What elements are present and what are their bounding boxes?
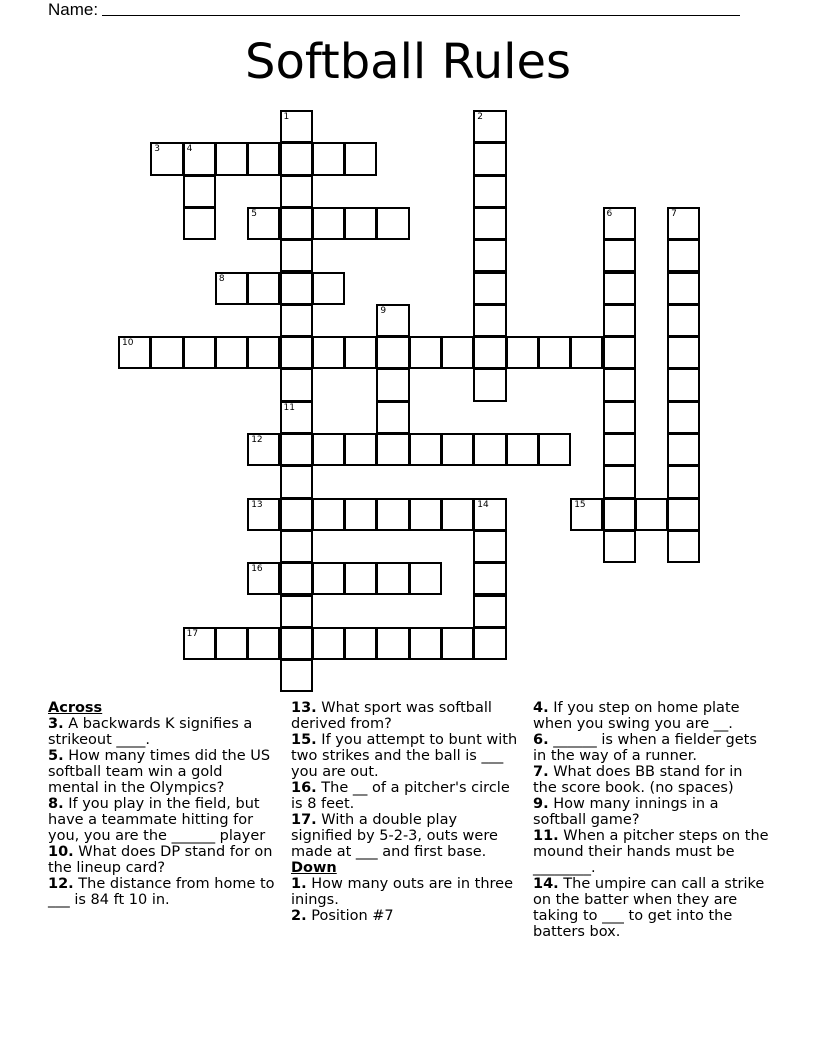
- crossword-cell[interactable]: [409, 627, 442, 660]
- crossword-cell[interactable]: [280, 368, 313, 401]
- crossword-cell[interactable]: [247, 336, 280, 369]
- crossword-cell[interactable]: [603, 530, 636, 563]
- down-heading: Down: [291, 860, 337, 876]
- crossword-cell[interactable]: [667, 304, 700, 337]
- crossword-cell[interactable]: [312, 498, 345, 531]
- crossword-cell[interactable]: [344, 207, 377, 240]
- crossword-cell[interactable]: [280, 465, 313, 498]
- crossword-cell[interactable]: [280, 530, 313, 563]
- clue-number: 15: [574, 499, 586, 510]
- crossword-cell[interactable]: [570, 498, 603, 531]
- crossword-cell[interactable]: [603, 401, 636, 434]
- clue-number: 7: [671, 208, 677, 219]
- crossword-cell[interactable]: [247, 207, 280, 240]
- crossword-cell[interactable]: [280, 595, 313, 628]
- clue-down-2: 2. Position #7: [291, 908, 394, 924]
- crossword-cell[interactable]: [280, 627, 313, 660]
- crossword-cell[interactable]: [441, 498, 474, 531]
- clue-column-1: [48, 700, 276, 908]
- crossword-cell[interactable]: [376, 304, 409, 337]
- clue-number: 3: [154, 144, 161, 155]
- crossword-cell[interactable]: [118, 336, 151, 369]
- crossword-cell[interactable]: [473, 304, 506, 337]
- crossword-cell[interactable]: [280, 207, 313, 240]
- crossword-cell[interactable]: [603, 336, 636, 369]
- crossword-cell[interactable]: [441, 627, 474, 660]
- crossword-cell[interactable]: [538, 433, 571, 466]
- crossword-cell[interactable]: [183, 175, 216, 208]
- crossword-cell[interactable]: [473, 595, 506, 628]
- clue-down-1: 1. How many outs are in three inings.: [291, 876, 514, 908]
- crossword-cell[interactable]: [344, 498, 377, 531]
- crossword-cell[interactable]: [667, 433, 700, 466]
- crossword-cell[interactable]: [506, 336, 539, 369]
- crossword-cell[interactable]: [409, 433, 442, 466]
- clue-down-7: 7. What does BB stand for in the score book. (no spaces): [533, 764, 743, 796]
- crossword-cell[interactable]: [473, 368, 506, 401]
- crossword-cell[interactable]: [603, 465, 636, 498]
- crossword-cell[interactable]: [506, 433, 539, 466]
- crossword-cell[interactable]: [473, 627, 506, 660]
- crossword-cell[interactable]: [538, 336, 571, 369]
- crossword-cell[interactable]: [280, 110, 313, 143]
- clue-column-3: [533, 700, 769, 940]
- crossword-cell[interactable]: [312, 207, 345, 240]
- crossword-cell[interactable]: [667, 207, 700, 240]
- clue-across-12: 12. The distance from home to ___ is 84 ft 10 in.: [48, 876, 275, 908]
- crossword-cell[interactable]: [312, 433, 345, 466]
- crossword-cell[interactable]: [215, 627, 248, 660]
- crossword-cell[interactable]: [603, 498, 636, 531]
- crossword-cell[interactable]: [280, 336, 313, 369]
- crossword-cell[interactable]: [603, 207, 636, 240]
- name-label: Name:: [48, 0, 99, 19]
- crossword-cell[interactable]: [280, 239, 313, 272]
- crossword-cell[interactable]: [280, 401, 313, 434]
- crossword-cell[interactable]: [344, 627, 377, 660]
- crossword-cell[interactable]: [667, 368, 700, 401]
- clue-number: 17: [186, 628, 199, 639]
- clue-down-11: 11. When a pitcher steps on the mound their hands must be ________.: [533, 828, 769, 876]
- crossword-cell[interactable]: [603, 272, 636, 305]
- crossword-cell[interactable]: [473, 433, 506, 466]
- across-heading: Across: [48, 700, 103, 716]
- crossword-cell[interactable]: [376, 433, 409, 466]
- clue-number: 12: [251, 435, 263, 445]
- crossword-cell[interactable]: [603, 433, 636, 466]
- clue-number: 10: [122, 338, 134, 349]
- clue-across-5: 5. How many times did the US softball team win a gold mental in the Olympics?: [48, 748, 271, 796]
- crossword-cell[interactable]: [247, 272, 280, 305]
- crossword-cell[interactable]: [473, 336, 506, 369]
- clue-number: 11: [283, 402, 295, 413]
- page-title: Softball Rules: [244, 34, 571, 90]
- crossword-cell[interactable]: [409, 498, 442, 531]
- clue-down-6: 6. ______ is when a fielder gets in the way of a runner.: [533, 732, 757, 764]
- clue-across-17: 17. With a double play signified by 5-2-3, outs were made at ___ and first base.: [291, 812, 498, 860]
- crossword-cell[interactable]: [473, 530, 506, 563]
- crossword-cell[interactable]: [376, 627, 409, 660]
- crossword-cell[interactable]: [312, 562, 345, 595]
- crossword-cell[interactable]: [667, 272, 700, 305]
- crossword-cell[interactable]: [473, 562, 506, 595]
- clue-down-4: 4. If you step on home plate when you swing you are __.: [533, 700, 740, 732]
- crossword-cell[interactable]: [376, 401, 409, 434]
- crossword-cell[interactable]: [667, 239, 700, 272]
- crossword-cell[interactable]: [473, 175, 506, 208]
- crossword-cell[interactable]: [247, 562, 280, 595]
- crossword-cell[interactable]: [280, 175, 313, 208]
- crossword-cell[interactable]: [441, 433, 474, 466]
- clue-number: 13: [251, 499, 263, 510]
- crossword-cell[interactable]: [473, 272, 506, 305]
- clue-number: 5: [251, 208, 257, 219]
- crossword-cell[interactable]: [215, 272, 248, 305]
- crossword-cell[interactable]: [667, 530, 700, 563]
- crossword-cell[interactable]: [473, 142, 506, 175]
- crossword-cell[interactable]: [215, 336, 248, 369]
- clue-number: 8: [218, 273, 225, 284]
- crossword-cell[interactable]: [280, 304, 313, 337]
- crossword-cell[interactable]: [376, 498, 409, 531]
- clue-number: 14: [477, 499, 489, 510]
- crossword-cell[interactable]: [215, 142, 248, 175]
- crossword-cell[interactable]: [603, 368, 636, 401]
- crossword-cell[interactable]: [667, 336, 700, 369]
- crossword-cell[interactable]: [667, 498, 700, 531]
- crossword-cell[interactable]: [183, 627, 216, 660]
- crossword-cell[interactable]: [603, 304, 636, 337]
- crossword-cell[interactable]: [473, 239, 506, 272]
- clue-down-9: 9. How many innings in a softball game?: [533, 796, 719, 828]
- crossword-cell[interactable]: [473, 207, 506, 240]
- clue-across-16: 16. The __ of a pitcher's circle is 8 feet.: [291, 780, 510, 812]
- crossword-cell[interactable]: [344, 336, 377, 369]
- clue-column-2: [291, 700, 519, 924]
- clue-across-10: 10. What does DP stand for on the lineup card?: [48, 844, 273, 876]
- crossword-cell[interactable]: [183, 336, 216, 369]
- clue-across-15: 15. If you attempt to bunt with two strikes and the ball is ___ you are out.: [291, 732, 518, 780]
- crossword-cell[interactable]: [409, 562, 442, 595]
- clue-across-8: 8. If you play in the field, but have a teammate hitting for you, you are the ______ player: [48, 796, 266, 844]
- crossword-cell[interactable]: [183, 207, 216, 240]
- crossword-cell[interactable]: [570, 336, 603, 369]
- crossword-cell[interactable]: [280, 498, 313, 531]
- crossword-cell[interactable]: [441, 336, 474, 369]
- crossword-cell[interactable]: [344, 433, 377, 466]
- crossword-cell[interactable]: [409, 336, 442, 369]
- crossword-cell[interactable]: [344, 142, 377, 175]
- crossword-cell[interactable]: [312, 142, 345, 175]
- clue-across-3: 3. A backwards K signifies a strikeout ____.: [48, 716, 253, 748]
- clue-number: 2: [477, 112, 484, 122]
- clue-number: 6: [606, 208, 613, 219]
- crossword-cell[interactable]: [344, 562, 377, 595]
- clue-across-13: 13. What sport was softball derived from?: [291, 700, 492, 732]
- crossword-cell[interactable]: [247, 142, 280, 175]
- crossword-cell[interactable]: [376, 368, 409, 401]
- clue-number: 1: [283, 112, 290, 122]
- crossword-cell[interactable]: [280, 433, 313, 466]
- crossword-cell[interactable]: [376, 207, 409, 240]
- clue-down-14: 14. The umpire can call a strike on the batter when they are taking to ___ to get into the batters box.: [533, 876, 765, 940]
- crossword-cell[interactable]: [603, 239, 636, 272]
- crossword-cell[interactable]: [150, 142, 183, 175]
- crossword-cell[interactable]: [376, 336, 409, 369]
- crossword-cell[interactable]: [635, 498, 668, 531]
- crossword-cell[interactable]: [247, 627, 280, 660]
- crossword-cell[interactable]: [473, 498, 506, 531]
- crossword-cell[interactable]: [473, 110, 506, 143]
- crossword-cell[interactable]: [150, 336, 183, 369]
- crossword-cell[interactable]: [280, 142, 313, 175]
- crossword-cell[interactable]: [667, 401, 700, 434]
- crossword-cell[interactable]: [280, 272, 313, 305]
- crossword-cell[interactable]: [312, 272, 345, 305]
- crossword-cell[interactable]: [247, 433, 280, 466]
- crossword-cell[interactable]: [312, 627, 345, 660]
- clue-number: 4: [186, 144, 193, 155]
- crossword-cell[interactable]: [667, 465, 700, 498]
- clue-number: 9: [380, 305, 387, 316]
- crossword-cell[interactable]: [183, 142, 216, 175]
- crossword-cell[interactable]: [376, 562, 409, 595]
- crossword-cell[interactable]: [247, 498, 280, 531]
- clue-number: 16: [251, 564, 263, 575]
- crossword-cell[interactable]: [280, 562, 313, 595]
- crossword-cell[interactable]: [280, 659, 313, 692]
- crossword-cell[interactable]: [312, 336, 345, 369]
